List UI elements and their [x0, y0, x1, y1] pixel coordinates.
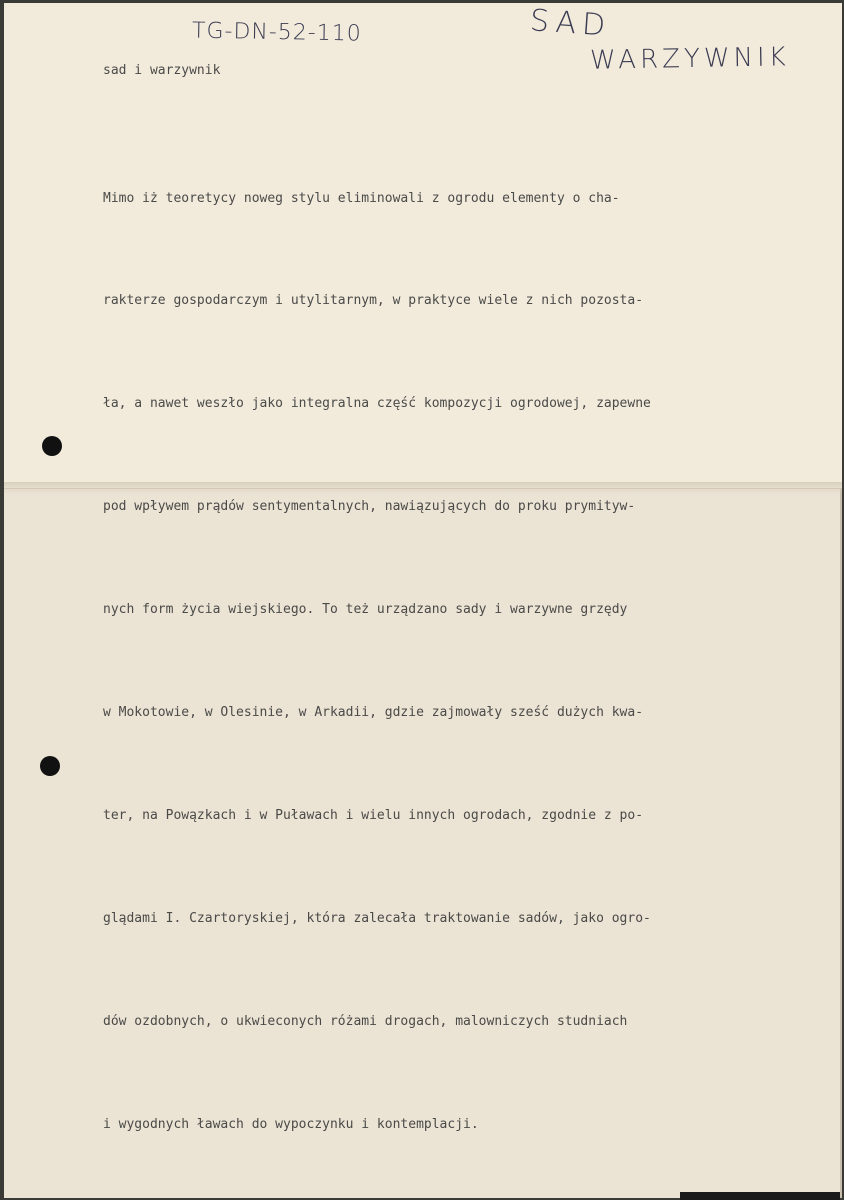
- scan-edge: [680, 1192, 840, 1200]
- punch-hole: [42, 436, 62, 456]
- body-line: nych form życia wiejskiego. To też urządzano sady i warzywne grzędy: [103, 602, 628, 618]
- document-body: [103, 113, 651, 1176]
- body-line: Mimo iż teoretycy noweg stylu eliminowali z ogrodu elementy o cha-: [103, 190, 620, 206]
- body-line: i wygodnych ławach do wypoczynku i kontemplacji.: [103, 1116, 479, 1132]
- document-heading: sad i warzywnik: [103, 63, 221, 78]
- handwritten-document-id: TG-DN-52-110: [191, 18, 362, 47]
- body-line: ter, na Powązkach i w Puławach i wielu innych ogrodach, zgodnie z po-: [103, 807, 644, 823]
- body-line: glądami I. Czartoryskiej, która zalecała traktowanie sadów, jako ogro-: [103, 910, 651, 926]
- punch-hole: [40, 756, 60, 776]
- body-line: ła, a nawet weszło jako integralna część kompozycji ogrodowej, zapewne: [103, 396, 651, 412]
- handwritten-tag-warzywnik: WARZYWNIK: [589, 42, 790, 76]
- body-line: w Mokotowie, w Olesinie, w Arkadii, gdzie zajmowały sześć dużych kwa-: [103, 705, 644, 721]
- body-line: dów ozdobnych, o ukwieconych różami drogach, malowniczych studniach: [103, 1013, 628, 1029]
- handwritten-tag-sad: SAD: [528, 3, 613, 44]
- body-line: rakterze gospodarczym i utylitarnym, w praktyce wiele z nich pozosta-: [103, 293, 644, 309]
- body-line: pod wpływem prądów sentymentalnych, nawiązujących do proku prymityw-: [103, 499, 636, 515]
